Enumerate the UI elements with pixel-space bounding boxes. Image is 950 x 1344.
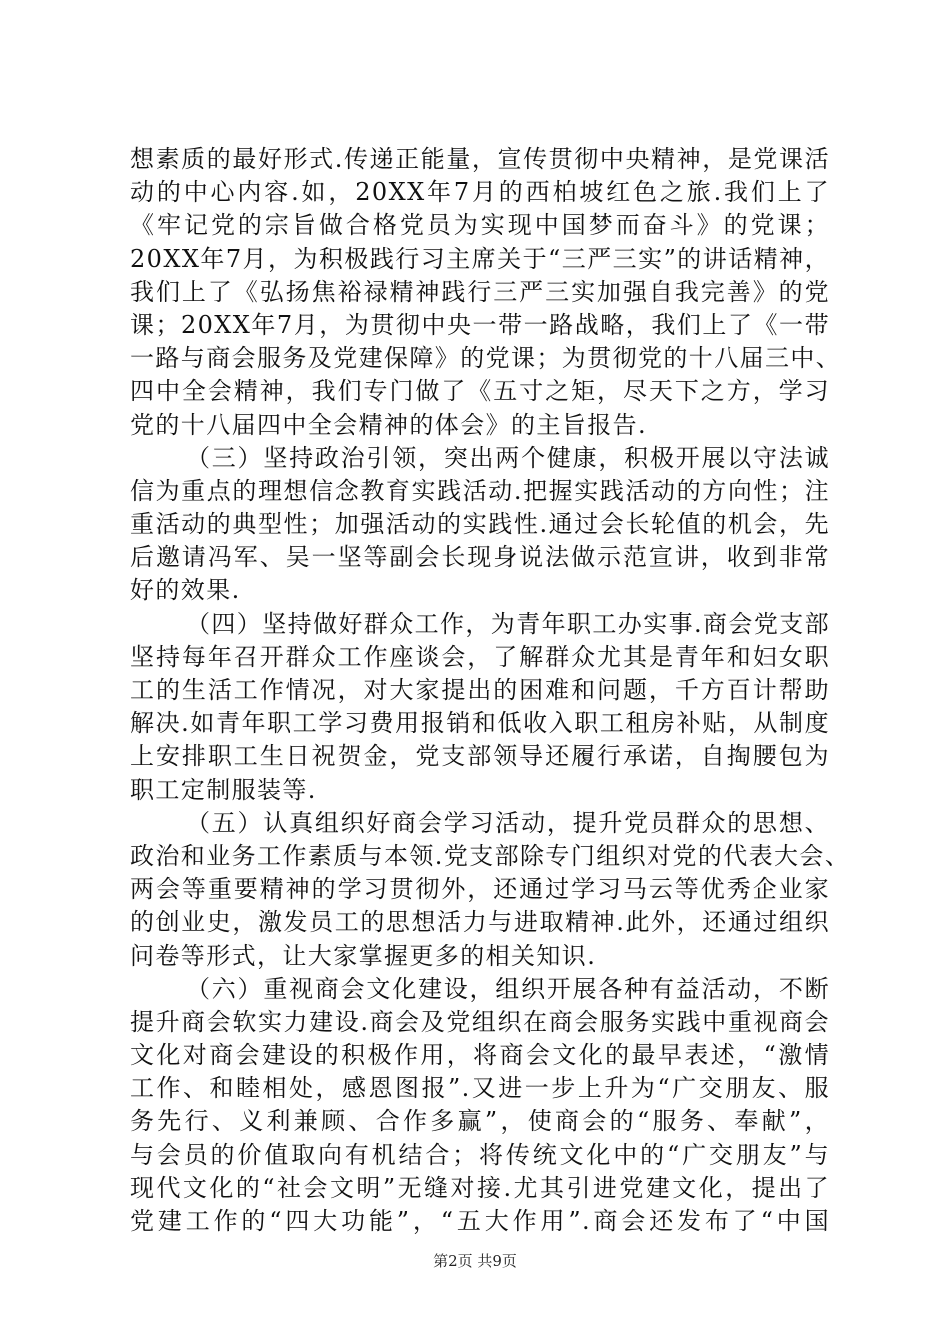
text-line: 工的生活工作情况，对大家提出的困难和问题，千方百计帮助 <box>130 676 830 704</box>
text-line: 信为重点的理想信念教育实践活动.把握实践活动的方向性；注 <box>130 476 830 505</box>
text-line: 四中全会精神，我们专门做了《五寸之矩，尽天下之方，学习 <box>130 377 830 406</box>
text-line: 党的十八届四中全会精神的体会》的主旨报告. <box>130 410 648 439</box>
text-line: 两会等重要精神的学习贯彻外，还通过学习马云等优秀企业家 <box>130 875 830 904</box>
paragraph-heading-5: （五）认真组织好商会学习活动，提升党员群众的思想、 <box>186 808 830 837</box>
text-line: 政治和业务工作素质与本领.党支部除专门组织对党的代表大会、 <box>130 841 851 870</box>
text-line: 现代文化的“社会文明”无缝对接.尤其引进党建文化，提出了 <box>130 1173 830 1202</box>
text-line: 一路与商会服务及党建保障》的党课；为贯彻党的十八届三中、 <box>130 344 842 373</box>
text-line: 想素质的最好形式.传递正能量，宣传贯彻中央精神，是党课活 <box>130 145 830 173</box>
text-line: 党建工作的“四大功能”，“五大作用”.商会还发布了“中国 <box>130 1207 830 1235</box>
text-line: 好的效果. <box>130 576 241 605</box>
paragraph-heading-4: （四）坚持做好群众工作，为青年职工办实事.商会党支部 <box>186 609 831 638</box>
text-line: 上安排职工生日祝贺金，党支部领导还履行承诺，自掏腰包为 <box>130 742 830 771</box>
text-line: 提升商会软实力建设.商会及党组织在商会服务实践中重视商会 <box>130 1007 830 1036</box>
paragraph-heading-3: （三）坚持政治引领，突出两个健康，积极开展以守法诚 <box>186 443 830 472</box>
text-line: 坚持每年召开群众工作座谈会，了解群众尤其是青年和妇女职 <box>130 642 830 671</box>
text-line: 的创业史，激发员工的思想活力与进取精神.此外，还通过组织 <box>130 908 830 937</box>
text-line: 重活动的典型性；加强活动的实践性.通过会长轮值的机会，先 <box>130 510 830 539</box>
text-line: 职工定制服装等. <box>130 775 317 804</box>
text-line: 务先行、义利兼顾、合作多赢”，使商会的“服务、奉献”， <box>130 1107 830 1136</box>
text-line: 动的中心内容.如，20XX年7月的西柏坡红色之旅.我们上了 <box>130 178 830 207</box>
text-line: 后邀请冯军、吴一坚等副会长现身说法做示范宣讲，收到非常 <box>130 543 830 572</box>
text-line: 解决.如青年职工学习费用报销和低收入职工租房补贴，从制度 <box>130 709 830 738</box>
text-line: 文化对商会建设的积极作用，将商会文化的最早表述，“激情 <box>130 1041 830 1070</box>
document-body <box>130 143 851 1238</box>
text-line: 工作、和睦相处，感恩图报”.又进一步上升为“广交朋友、服 <box>130 1074 830 1103</box>
paragraph-heading-6: （六）重视商会文化建设，组织开展各种有益活动，不断 <box>186 974 830 1003</box>
text-line: 与会员的价值取向有机结合；将传统文化中的“广交朋友”与 <box>130 1140 830 1169</box>
text-line: 20XX年7月，为积极践行习主席关于“三严三实”的讲话精神， <box>130 244 830 273</box>
text-line: 我们上了《弘扬焦裕禄精神践行三严三实加强自我完善》的党 <box>130 277 830 306</box>
page-number-footer: 第2页 共9页 <box>433 1252 517 1270</box>
text-line: 课；20XX年7月，为贯彻中央一带一路战略，我们上了《一带 <box>130 310 830 339</box>
text-line: 《牢记党的宗旨做合格党员为实现中国梦而奋斗》的党课； <box>130 211 830 240</box>
text-line: 问卷等形式，让大家掌握更多的相关知识. <box>130 941 597 970</box>
